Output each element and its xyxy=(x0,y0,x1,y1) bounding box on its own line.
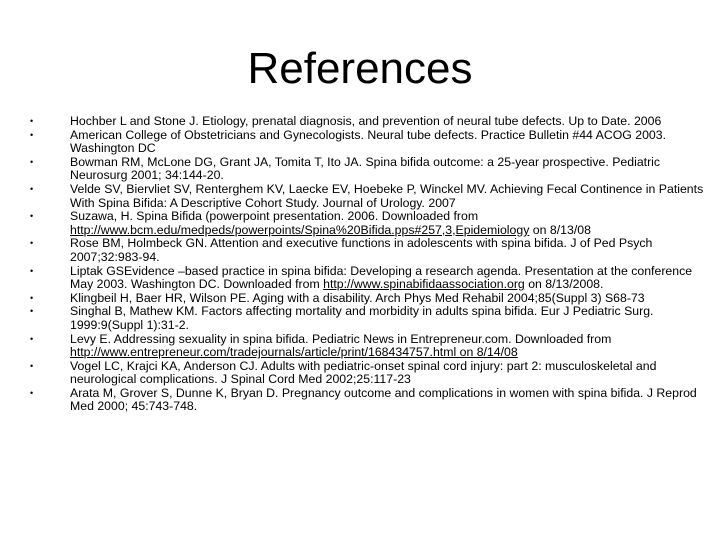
bullet-icon: • xyxy=(30,333,34,344)
reference-text-segment: Singhal B, Mathew KM. Factors affecting mortality and morbidity in adults spina bifida. Eur J Pediatric Surg. 1999:9(Suppl 1):31-2. xyxy=(70,304,654,332)
bullet-icon: • xyxy=(30,156,34,167)
reference-text-segment: Levy E. Addressing sexuality in spina bifida. Pediatric News in Entrepreneur.com. Downloaded from xyxy=(70,331,612,346)
reference-text xyxy=(70,115,705,129)
reference-link[interactable]: http://www.spinabifidaassociation.org xyxy=(323,277,525,292)
bullet-icon: • xyxy=(30,306,34,317)
reference-text-segment: Rose BM, Holmbeck GN. Attention and executive functions in adolescents with spina bifida. J of Ped Psych 2007;32:983-94. xyxy=(70,236,653,264)
reference-list xyxy=(30,115,705,414)
reference-text-segment: Hochber L and Stone J. Etiology, prenatal diagnosis, and prevention of neural tube defects. Up to Date. 2006 xyxy=(70,114,662,128)
reference-text-segment: American College of Obstetricians and Gynecologists. Neural tube defects. Practice Bulletin #44 ACOG 2003. Washington DC xyxy=(70,127,667,156)
reference-item xyxy=(30,237,705,264)
bullet-icon: • xyxy=(30,116,34,126)
reference-text-segment: Suzawa, H. Spina Bifida (powerpoint presentation. 2006. Downloaded from xyxy=(70,209,479,224)
reference-text-segment: Klingbeil H, Baer HR, Wilson PE. Aging with a disability. Arch Phys Med Rehabil 2004;85(Suppl 3) S68-73 xyxy=(70,290,645,305)
reference-text xyxy=(70,237,705,264)
reference-item xyxy=(30,333,705,360)
reference-item xyxy=(30,156,705,183)
reference-text xyxy=(70,156,705,183)
reference-text-segment: Arata M, Grover S, Dunne K, Bryan D. Pregnancy outcome and complications in women with spina bifida. J Reprod Med 2000; 45:743-748. xyxy=(70,385,697,414)
reference-text xyxy=(70,387,705,414)
bullet-icon: • xyxy=(30,292,34,303)
reference-text-segment: on 8/13/2008. xyxy=(524,277,604,292)
reference-text-segment: Velde SV, Biervliet SV, Renterghem KV, Laecke EV, Hoebeke P, Winckel MV. Achieving Fecal Continence in Patients With Spina Bifida: A Descriptive Cohort Study. Journal of Urology. 2007 xyxy=(70,181,704,210)
reference-link[interactable]: http://www.entrepreneur.com/tradejournals/article/print/168434757.html on 8/14/08 xyxy=(70,345,518,360)
reference-text xyxy=(70,305,705,332)
reference-item xyxy=(30,265,705,292)
bullet-icon: • xyxy=(30,183,34,194)
reference-text xyxy=(70,129,705,156)
bullet-icon: • xyxy=(30,387,34,398)
reference-item xyxy=(30,115,705,129)
slide-title: References xyxy=(247,44,473,93)
reference-text xyxy=(70,183,705,210)
bullet-icon: • xyxy=(30,211,34,222)
reference-item xyxy=(30,183,705,210)
reference-text xyxy=(70,292,705,306)
reference-text xyxy=(70,333,705,360)
reference-item xyxy=(30,292,705,306)
reference-text-segment: on 8/13/08 xyxy=(529,222,591,237)
reference-item xyxy=(30,210,705,237)
reference-item xyxy=(30,129,705,156)
reference-item xyxy=(30,360,705,387)
reference-item xyxy=(30,305,705,332)
reference-text xyxy=(70,210,705,237)
bullet-icon: • xyxy=(30,265,34,276)
reference-text xyxy=(70,265,705,292)
reference-link[interactable]: http://www.bcm.edu/medpeds/powerpoints/Spina%20Bifida.pps#257,3,Epidemiology xyxy=(70,222,530,237)
reference-text-segment: Liptak GSEvidence –based practice in spina bifida: Developing a research agenda. Presentation at the conference May 2003. Washington DC. Downloaded from xyxy=(70,263,693,292)
bullet-icon: • xyxy=(30,238,34,249)
reference-item xyxy=(30,387,705,414)
reference-text-segment: Vogel LC, Krajci KA, Anderson CJ. Adults with pediatric-onset spinal cord injury: part 2: musculoskeletal and neurological complications. J Spinal Cord Med 2002;25:117-23 xyxy=(70,358,657,387)
reference-text-segment: Bowman RM, McLone DG, Grant JA, Tomita T, Ito JA. Spina bifida outcome: a 25-year prospective. Pediatric Neurosurg 2001; 34:144-20. xyxy=(70,154,661,183)
bullet-icon: • xyxy=(30,129,34,140)
reference-text xyxy=(70,360,705,387)
bullet-icon: • xyxy=(30,360,34,371)
